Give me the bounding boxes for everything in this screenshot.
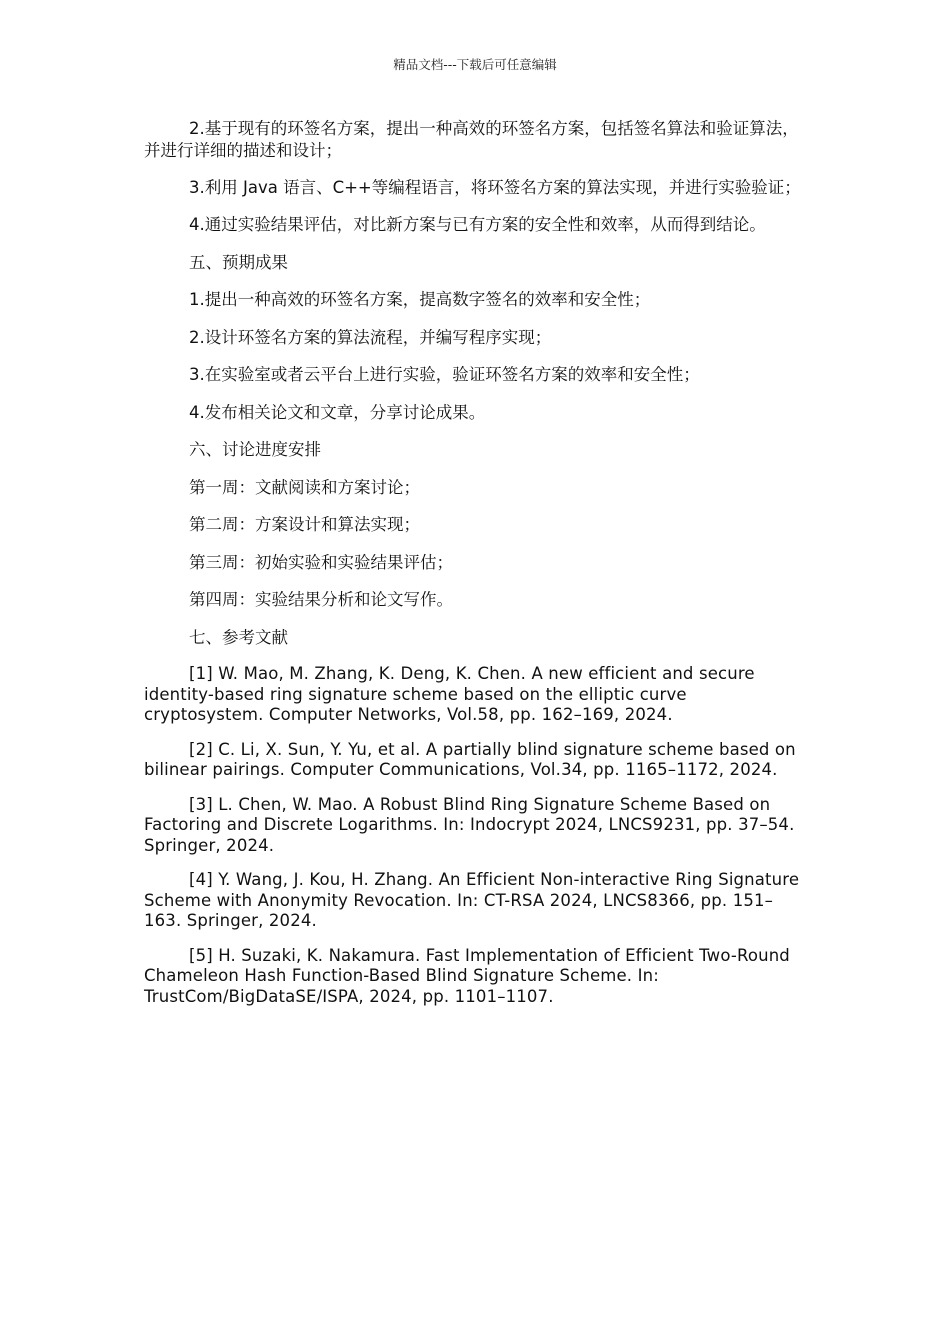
reference-item-4: [4] Y. Wang, J. Kou, H. Zhang. An Efficient Non-interactive Ring Signature Scheme with Anonymity Revocation. In: CT-RSA 2024, LNCS8366, pp. 151–163. Springer, 2024. <box>144 870 800 930</box>
paragraph-method-2: 2.基于现有的环签名方案，提出一种高效的环签名方案，包括签名算法和验证算法，并进行详细的描述和设计； <box>144 119 799 160</box>
reference-item-1: [1] W. Mao, M. Zhang, K. Deng, K. Chen. A new efficient and secure identity-based ring signature scheme based on the elliptic curve cryptosystem. Computer Networks, Vol.58, pp. 162–169, 2024. <box>144 664 755 724</box>
reference-item-2: [2] C. Li, X. Sun, Y. Yu, et al. A partially blind signature scheme based on bilinear pairings. Computer Communications, Vol.34, pp. 1165–1172, 2024. <box>144 739 796 779</box>
schedule-week-1: 第一周：文献阅读和方案讨论； <box>189 477 420 497</box>
section-heading-schedule: 六、讨论进度安排 <box>189 440 321 459</box>
paragraph-method-3: 3.利用 Java 语言、C++等编程语言，将环签名方案的算法实现，并进行实验验证； <box>189 178 801 197</box>
section-heading-references: 七、参考文献 <box>189 627 288 647</box>
schedule-week-4: 第四周：实验结果分析和论文写作。 <box>189 590 453 609</box>
reference-item-5: [5] H. Suzaki, K. Nakamura. Fast Implementation of Efficient Two-Round Chameleon Hash Function-Based Blind Signature Scheme. In: TrustCom/BigDataSE/ISPA, 2024, pp. 1101–1107. <box>144 945 790 1006</box>
reference-item-3: [3] L. Chen, W. Mao. A Robust Blind Ring Signature Scheme Based on Factoring and Discrete Logarithms. In: Indocrypt 2024, LNCS9231, pp. 37–54. Springer, 2024. <box>144 794 795 855</box>
schedule-week-3: 第三周：初始实验和实验结果评估； <box>189 552 453 572</box>
paragraph-result-4: 4.发布相关论文和文章，分享讨论成果。 <box>189 402 486 422</box>
paragraph-result-2: 2.设计环签名方案的算法流程，并编写程序实现； <box>189 327 552 347</box>
section-heading-expected-results: 五、预期成果 <box>189 252 288 272</box>
schedule-week-2: 第二周：方案设计和算法实现； <box>189 515 420 534</box>
page-header: 精品文档---下载后可任意编辑 <box>393 57 557 72</box>
paragraph-result-1: 1.提出一种高效的环签名方案，提高数字签名的效率和安全性； <box>189 290 651 309</box>
paragraph-result-3: 3.在实验室或者云平台上进行实验，验证环签名方案的效率和安全性； <box>189 365 700 384</box>
paragraph-method-4: 4.通过实验结果评估，对比新方案与已有方案的安全性和效率，从而得到结论。 <box>189 215 766 234</box>
document-body <box>144 118 806 1021</box>
